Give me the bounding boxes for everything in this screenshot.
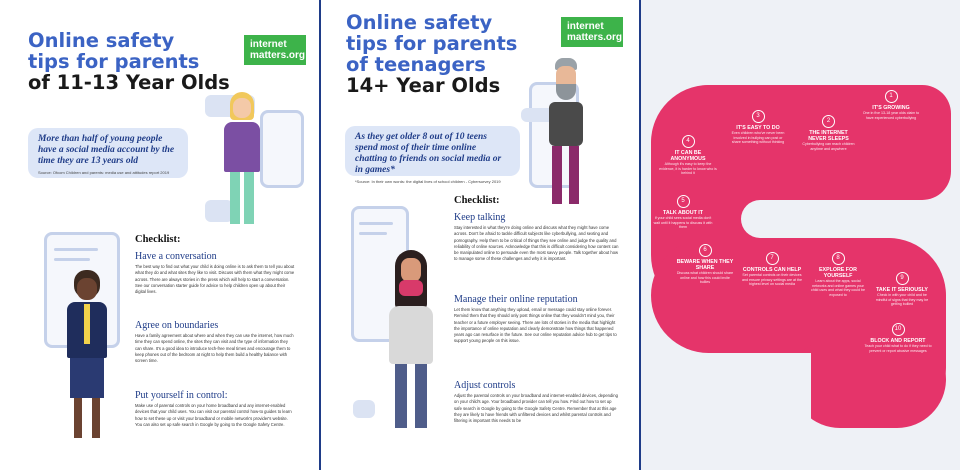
road-gap — [651, 353, 811, 470]
checklist-heading: Checklist: — [454, 195, 500, 206]
phone-decoration — [260, 110, 304, 188]
section-control: Put yourself in control: Make use of parental controls on your home broadband and any internet-enabled devices that your child uses. You can visit our parental control how-to guides to learn how to set these up or visit your broadband or mobile network's provider's website. You can also set up safe search in Google by going to the Google Safety Centre. — [135, 390, 292, 427]
poster-teenagers — [321, 0, 641, 470]
poster2-title: Online safety tips for parents of teenagers 14+ Year Olds — [346, 11, 518, 97]
tip-4: 4 IT CAN BE ANONYMOUS Although it's easy to keep the evidence, it is harder to know who is behind it — [659, 135, 717, 176]
road-segment-bottom — [791, 340, 946, 428]
screen-line — [54, 258, 90, 261]
girl-illustration — [218, 92, 266, 232]
tip-8: 8 EXPLORE FOR YOURSELF Learn about the apps, social networks and online games your child uses and what they could be exposed to — [809, 252, 867, 297]
internet-matters-logo: internet matters.org — [244, 35, 306, 65]
tip-6: 6 BEWARE WHEN THEY SHARE Discuss what children should share online and how this could invite bullies — [676, 244, 734, 285]
tip-9: 9 TAKE IT SERIOUSLY Check in with your child and be mindful of signs that they may be getting bullied — [871, 272, 933, 307]
poster1-title: Online safety tips for parents of 11-13 Year Olds — [28, 29, 230, 94]
section-reputation: Manage their online reputation Let them know that anything they upload, email or message could stay online forever. Remind them that they should only post things online that they wouldn't mind you, their teacher or a future employer seeing. There are lots of stories in the media that highlight the importance of online reputation and clearly demonstrate how things that happened years ago can resurface in the future. See our online reputation advice hub to get tips to support young people on this issue. — [454, 294, 617, 344]
section-boundaries: Agree on boundaries Have a family agreement about where and when they can use the internet, how much time they can spend online, the sites they can visit and the type of information they can share. It's a good idea to introduce tech-free meal times and encourage them to keep phones out of the bedroom at night to help them build a healthy balance with screen time. — [135, 320, 294, 364]
man-illustration — [543, 58, 589, 208]
tip-10: 10 BLOCK AND REPORT Teach your child what to do if they need to prevent or report abusive messages — [863, 323, 933, 353]
tip-1: 1 IT'S GROWING One in five 13-18 year olds claim to have experienced cyberbullying — [861, 90, 921, 120]
cyberbullying-road-poster — [641, 0, 960, 470]
section-keep-talking: Keep talking Stay interested in what they're doing online and discuss what they might have come across. Don't be afraid to tackle difficult subjects like cyberbullying, and sexting and pornography. Help them to be critical of things they see online and judge the quality and reliability of online sources. Acknowledge that this is difficult considering how content can be manipulated online to persuade even the most savvy people. Talk together about how to manage some of these challenges and why it is important. — [454, 212, 619, 262]
tip-3: 3 IT'S EASY TO DO Even children who've never been involved in bullying can post or share something without thinking — [729, 110, 787, 145]
checklist-heading: Checklist: — [135, 234, 181, 245]
tip-5: 5 TALK ABOUT IT If your child sees social media don't wait until it happens to discuss it with them — [653, 195, 713, 230]
internet-matters-logo: internet matters.org — [561, 17, 623, 47]
screen-line — [359, 222, 393, 225]
screen-line — [54, 248, 98, 251]
statistic-bubble: As they get older 8 out of 10 teens spend most of their time online chatting to friends on social media or in games* *Source: In their own words: the digital lives of school children - Cybersurvey 2019 — [345, 126, 520, 176]
section-conversation: Have a conversation The best way to find out what your child is doing online is to ask them to tell you about what they do and what sites they like to visit. Discuss with them what they might come across. There are always stories in the press which will help to start a conversation. See our conversation starter guide for advice to help children open up about their digital lives. — [135, 251, 295, 295]
road-gap — [741, 200, 946, 238]
statistic-bubble: More than half of young people have a social media account by the time they are 13 years old Source: Ofcom Children and parents: media use and attitudes report 2019 — [28, 128, 188, 178]
road-gap — [651, 0, 960, 85]
poster-11-13 — [0, 0, 321, 470]
teen-girl-illustration — [385, 250, 437, 440]
boy-illustration — [62, 270, 112, 450]
screen-line — [359, 232, 387, 235]
thumbs-up-icon — [353, 400, 375, 418]
tip-2: 2 THE INTERNET NEVER SLEEPS Cyberbullying can reach children anytime and anywhere — [801, 115, 856, 151]
tip-7: 7 CONTROLS CAN HELP Set parental controls on their devices and ensure privacy settings are at the highest level on social media — [741, 252, 803, 287]
section-adjust-controls: Adjust controls Adjust the parental controls on your broadband and internet-enabled devices, depending on your child's age. Your broadband provider can tell you how. Find out how to set up safe search in Google by going to the Google Safety Centre. Remember that at this age they are likely to have friends with unfiltered devices and whilst parental controls and filtering is important this needs to be — [454, 380, 618, 424]
